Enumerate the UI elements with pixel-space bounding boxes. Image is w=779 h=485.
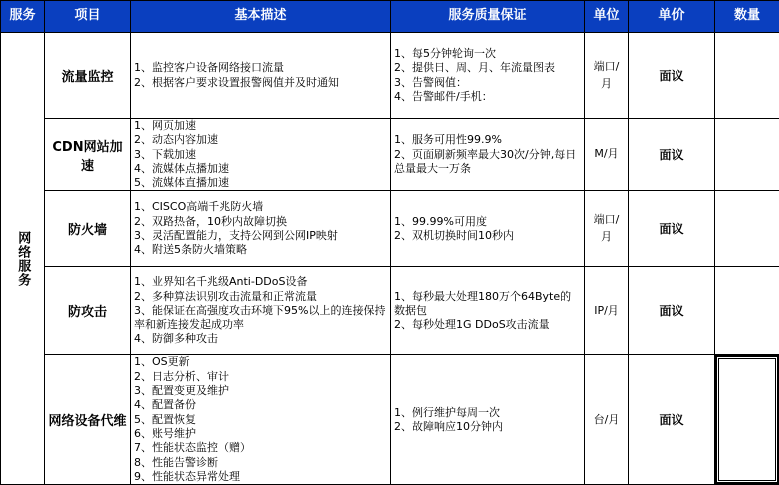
desc-line: 1、OS更新 — [134, 355, 387, 369]
item-cell: 防火墙 — [45, 191, 131, 267]
unit-cell — [585, 119, 629, 191]
desc-line: 5、流媒体直播加速 — [134, 176, 387, 190]
table-row — [1, 267, 779, 355]
unit-cell — [585, 267, 629, 355]
desc-line: 4、防御多种攻击 — [134, 332, 387, 346]
unit-text: 月 — [588, 76, 625, 93]
desc-line: 5、配置恢复 — [134, 413, 387, 427]
desc-line: 2、双路热备，10秒内故障切换 — [134, 215, 387, 229]
item-cell: 防攻击 — [45, 267, 131, 355]
unit-cell — [585, 33, 629, 119]
header-unit: 单位 — [585, 1, 629, 33]
unit-text: 台/月 — [588, 412, 625, 429]
desc-line: 1、监控客户设备网络接口流量 — [134, 61, 387, 75]
desc-cell — [131, 267, 391, 355]
desc-line: 2、多种算法识别攻击流量和正常流量 — [134, 290, 387, 304]
quality-cell — [391, 119, 585, 191]
quality-line: 2、每秒处理1G DDoS攻击流量 — [394, 318, 581, 332]
quality-line: 4、告警邮件/手机： — [394, 90, 581, 104]
quantity-cell[interactable] — [715, 119, 779, 191]
desc-cell — [131, 119, 391, 191]
desc-line: 1、业界知名千兆级Anti-DDoS设备 — [134, 275, 387, 289]
desc-line: 1、网页加速 — [134, 119, 387, 133]
header-row — [1, 1, 779, 33]
table-row — [1, 191, 779, 267]
quality-line: 1、服务可用性99.9% — [394, 133, 581, 147]
desc-line: 3、下载加速 — [134, 148, 387, 162]
quality-line: 1、每秒最大处理180万个64Byte的数据包 — [394, 290, 581, 319]
item-cell: 网络设备代维 — [45, 355, 131, 485]
quantity-cell[interactable] — [715, 267, 779, 355]
unit-cell — [585, 191, 629, 267]
desc-line: 3、配置变更及维护 — [134, 384, 387, 398]
item-cell: 流量监控 — [45, 33, 131, 119]
quality-cell — [391, 33, 585, 119]
quality-line: 2、故障响应10分钟内 — [394, 420, 581, 434]
quantity-cell[interactable] — [715, 33, 779, 119]
desc-line: 4、配置备份 — [134, 398, 387, 412]
header-desc: 基本描述 — [131, 1, 391, 33]
desc-line: 6、账号维护 — [134, 427, 387, 441]
header-qty: 数量 — [715, 1, 779, 33]
quality-cell — [391, 191, 585, 267]
unit-text: IP/月 — [588, 303, 625, 320]
desc-line: 7、性能状态监控（赠） — [134, 441, 387, 455]
header-service: 服务 — [1, 1, 45, 33]
table-row — [1, 33, 779, 119]
table-row — [1, 119, 779, 191]
header-quality: 服务质量保证 — [391, 1, 585, 33]
desc-cell — [131, 191, 391, 267]
desc-line: 2、动态内容加速 — [134, 133, 387, 147]
quantity-cell[interactable] — [715, 191, 779, 267]
quality-line: 3、告警阀值： — [394, 76, 581, 90]
unit-text: 端口/ — [588, 59, 625, 76]
desc-line: 1、CISCO高端千兆防火墙 — [134, 200, 387, 214]
desc-line: 3、能保证在高强度攻击环境下95%以上的连接保持率和新连接发起成功率 — [134, 304, 387, 333]
desc-line: 2、日志分析、审计 — [134, 370, 387, 384]
unit-text: 端口/ — [588, 212, 625, 229]
unit-text: M/月 — [588, 146, 625, 163]
desc-line: 3、灵活配置能力，支持公网到公网IP映射 — [134, 229, 387, 243]
price-cell: 面议 — [629, 355, 715, 485]
quality-cell — [391, 267, 585, 355]
unit-text: 月 — [588, 229, 625, 246]
quantity-cell-selected[interactable] — [715, 355, 779, 485]
price-cell: 面议 — [629, 267, 715, 355]
desc-line: 9、性能状态异常处理 — [134, 470, 387, 484]
table-row — [1, 355, 779, 485]
category-cell: 网络服务 — [1, 33, 45, 485]
quality-line: 1、例行维护每周一次 — [394, 406, 581, 420]
desc-line: 8、性能告警诊断 — [134, 456, 387, 470]
unit-cell — [585, 355, 629, 485]
quality-line: 1、99.99%可用度 — [394, 215, 581, 229]
desc-line: 4、附送5条防火墙策略 — [134, 243, 387, 257]
price-cell: 面议 — [629, 33, 715, 119]
quality-line: 1、每5分钟轮询一次 — [394, 47, 581, 61]
desc-cell — [131, 33, 391, 119]
desc-line: 2、根据客户要求设置报警阀值并及时通知 — [134, 76, 387, 90]
quality-cell — [391, 355, 585, 485]
desc-cell — [131, 355, 391, 485]
price-cell: 面议 — [629, 191, 715, 267]
quality-line: 2、双机切换时间10秒内 — [394, 229, 581, 243]
quality-line: 2、提供日、周、月、年流量图表 — [394, 61, 581, 75]
item-cell: CDN网站加速 — [45, 119, 131, 191]
header-price: 单价 — [629, 1, 715, 33]
desc-line: 4、流媒体点播加速 — [134, 162, 387, 176]
quality-line: 2、页面刷新频率最大30次/分钟,每日总量最大一万条 — [394, 148, 581, 177]
header-item: 项目 — [45, 1, 131, 33]
price-cell: 面议 — [629, 119, 715, 191]
